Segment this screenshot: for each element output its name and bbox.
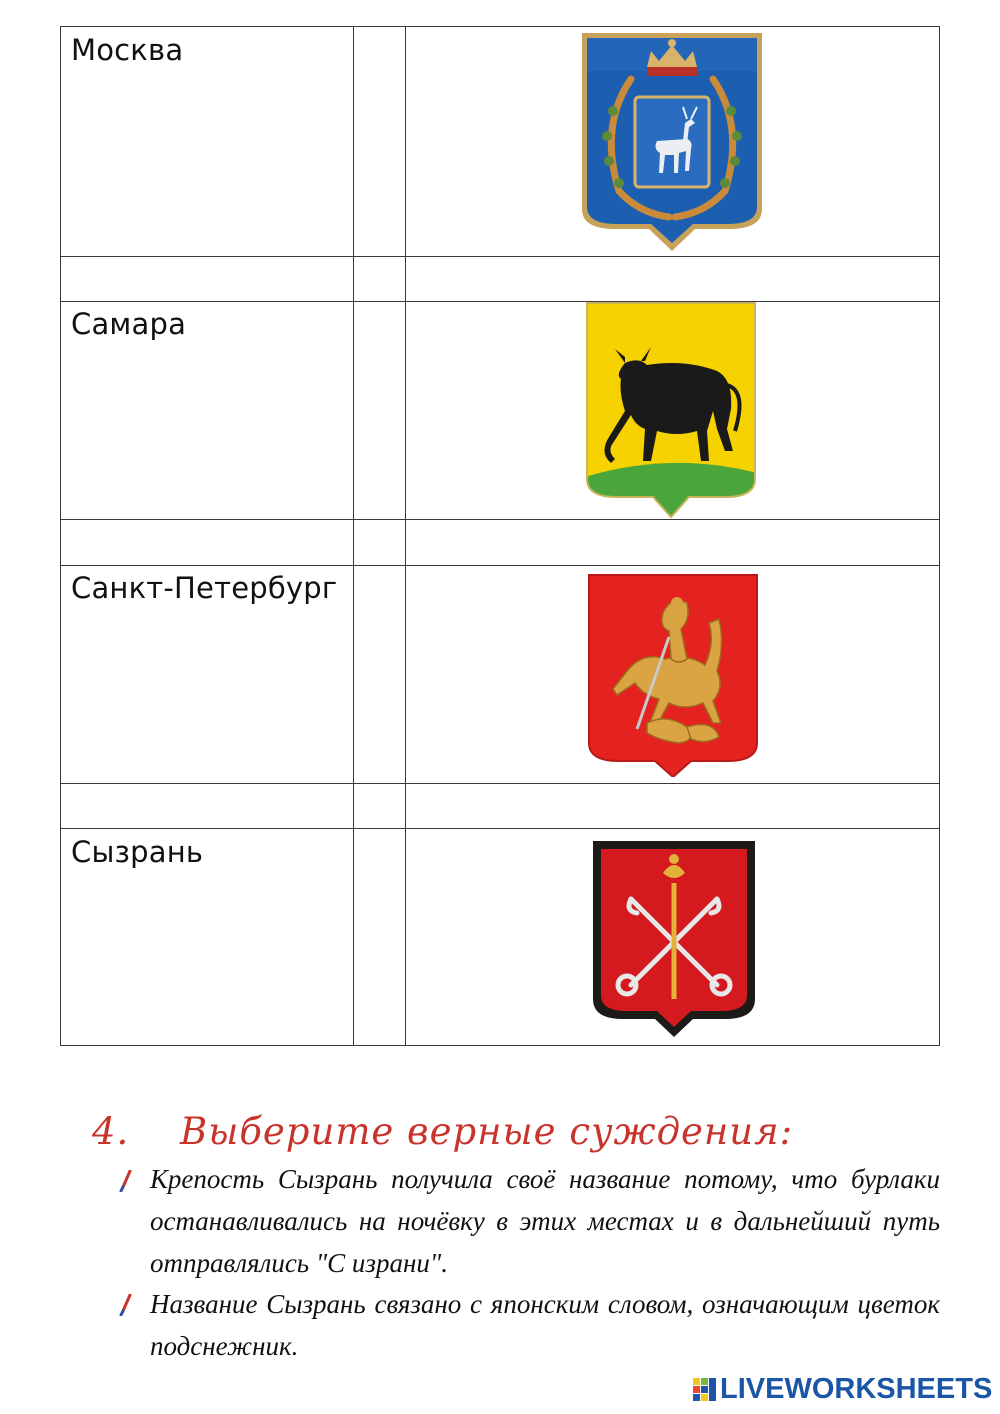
statement-option[interactable]: Крепость Сызрань получила своё название потому, что бурлаки останавливались на ночёвку в этих местах и в дальнейший путь отправлялись "С израни". (150, 1164, 940, 1278)
statement-option[interactable]: Название Сызрань связано с японским словом, означающим цветок подснежник. (150, 1289, 940, 1361)
row-divider (61, 565, 939, 566)
answer-cell[interactable] (354, 27, 405, 256)
city-label: Москва (71, 33, 184, 67)
moscow-coat-of-arms-image (587, 573, 759, 777)
pen-bullet-icon (118, 1294, 132, 1316)
samara-region-coat-of-arms-image (579, 31, 765, 253)
answer-cell[interactable] (354, 829, 405, 1046)
city-label: Сызрань (71, 835, 204, 869)
column-divider (405, 27, 406, 1045)
row-divider (61, 256, 939, 257)
row-divider (61, 783, 939, 784)
answer-cell[interactable] (354, 302, 405, 519)
saint-petersburg-coat-of-arms-image (591, 839, 757, 1037)
brand-name: LIVEWORKSHEETS (720, 1373, 993, 1405)
city-label: Самара (71, 307, 187, 341)
syzran-coat-of-arms-image (585, 301, 757, 519)
task-number: 4. (92, 1110, 130, 1153)
city-label: Санкт-Петербург (71, 571, 338, 605)
liveworksheets-logo (692, 1375, 992, 1407)
pen-bullet-icon (118, 1170, 132, 1192)
row-divider (61, 519, 939, 520)
row-divider (61, 828, 939, 829)
task-title: Выберите верные суждения: (180, 1110, 794, 1153)
answer-cell[interactable] (354, 566, 405, 783)
row-divider (61, 301, 939, 302)
matching-table (60, 26, 940, 1046)
liveworksheets-logo-icon (692, 1377, 718, 1405)
